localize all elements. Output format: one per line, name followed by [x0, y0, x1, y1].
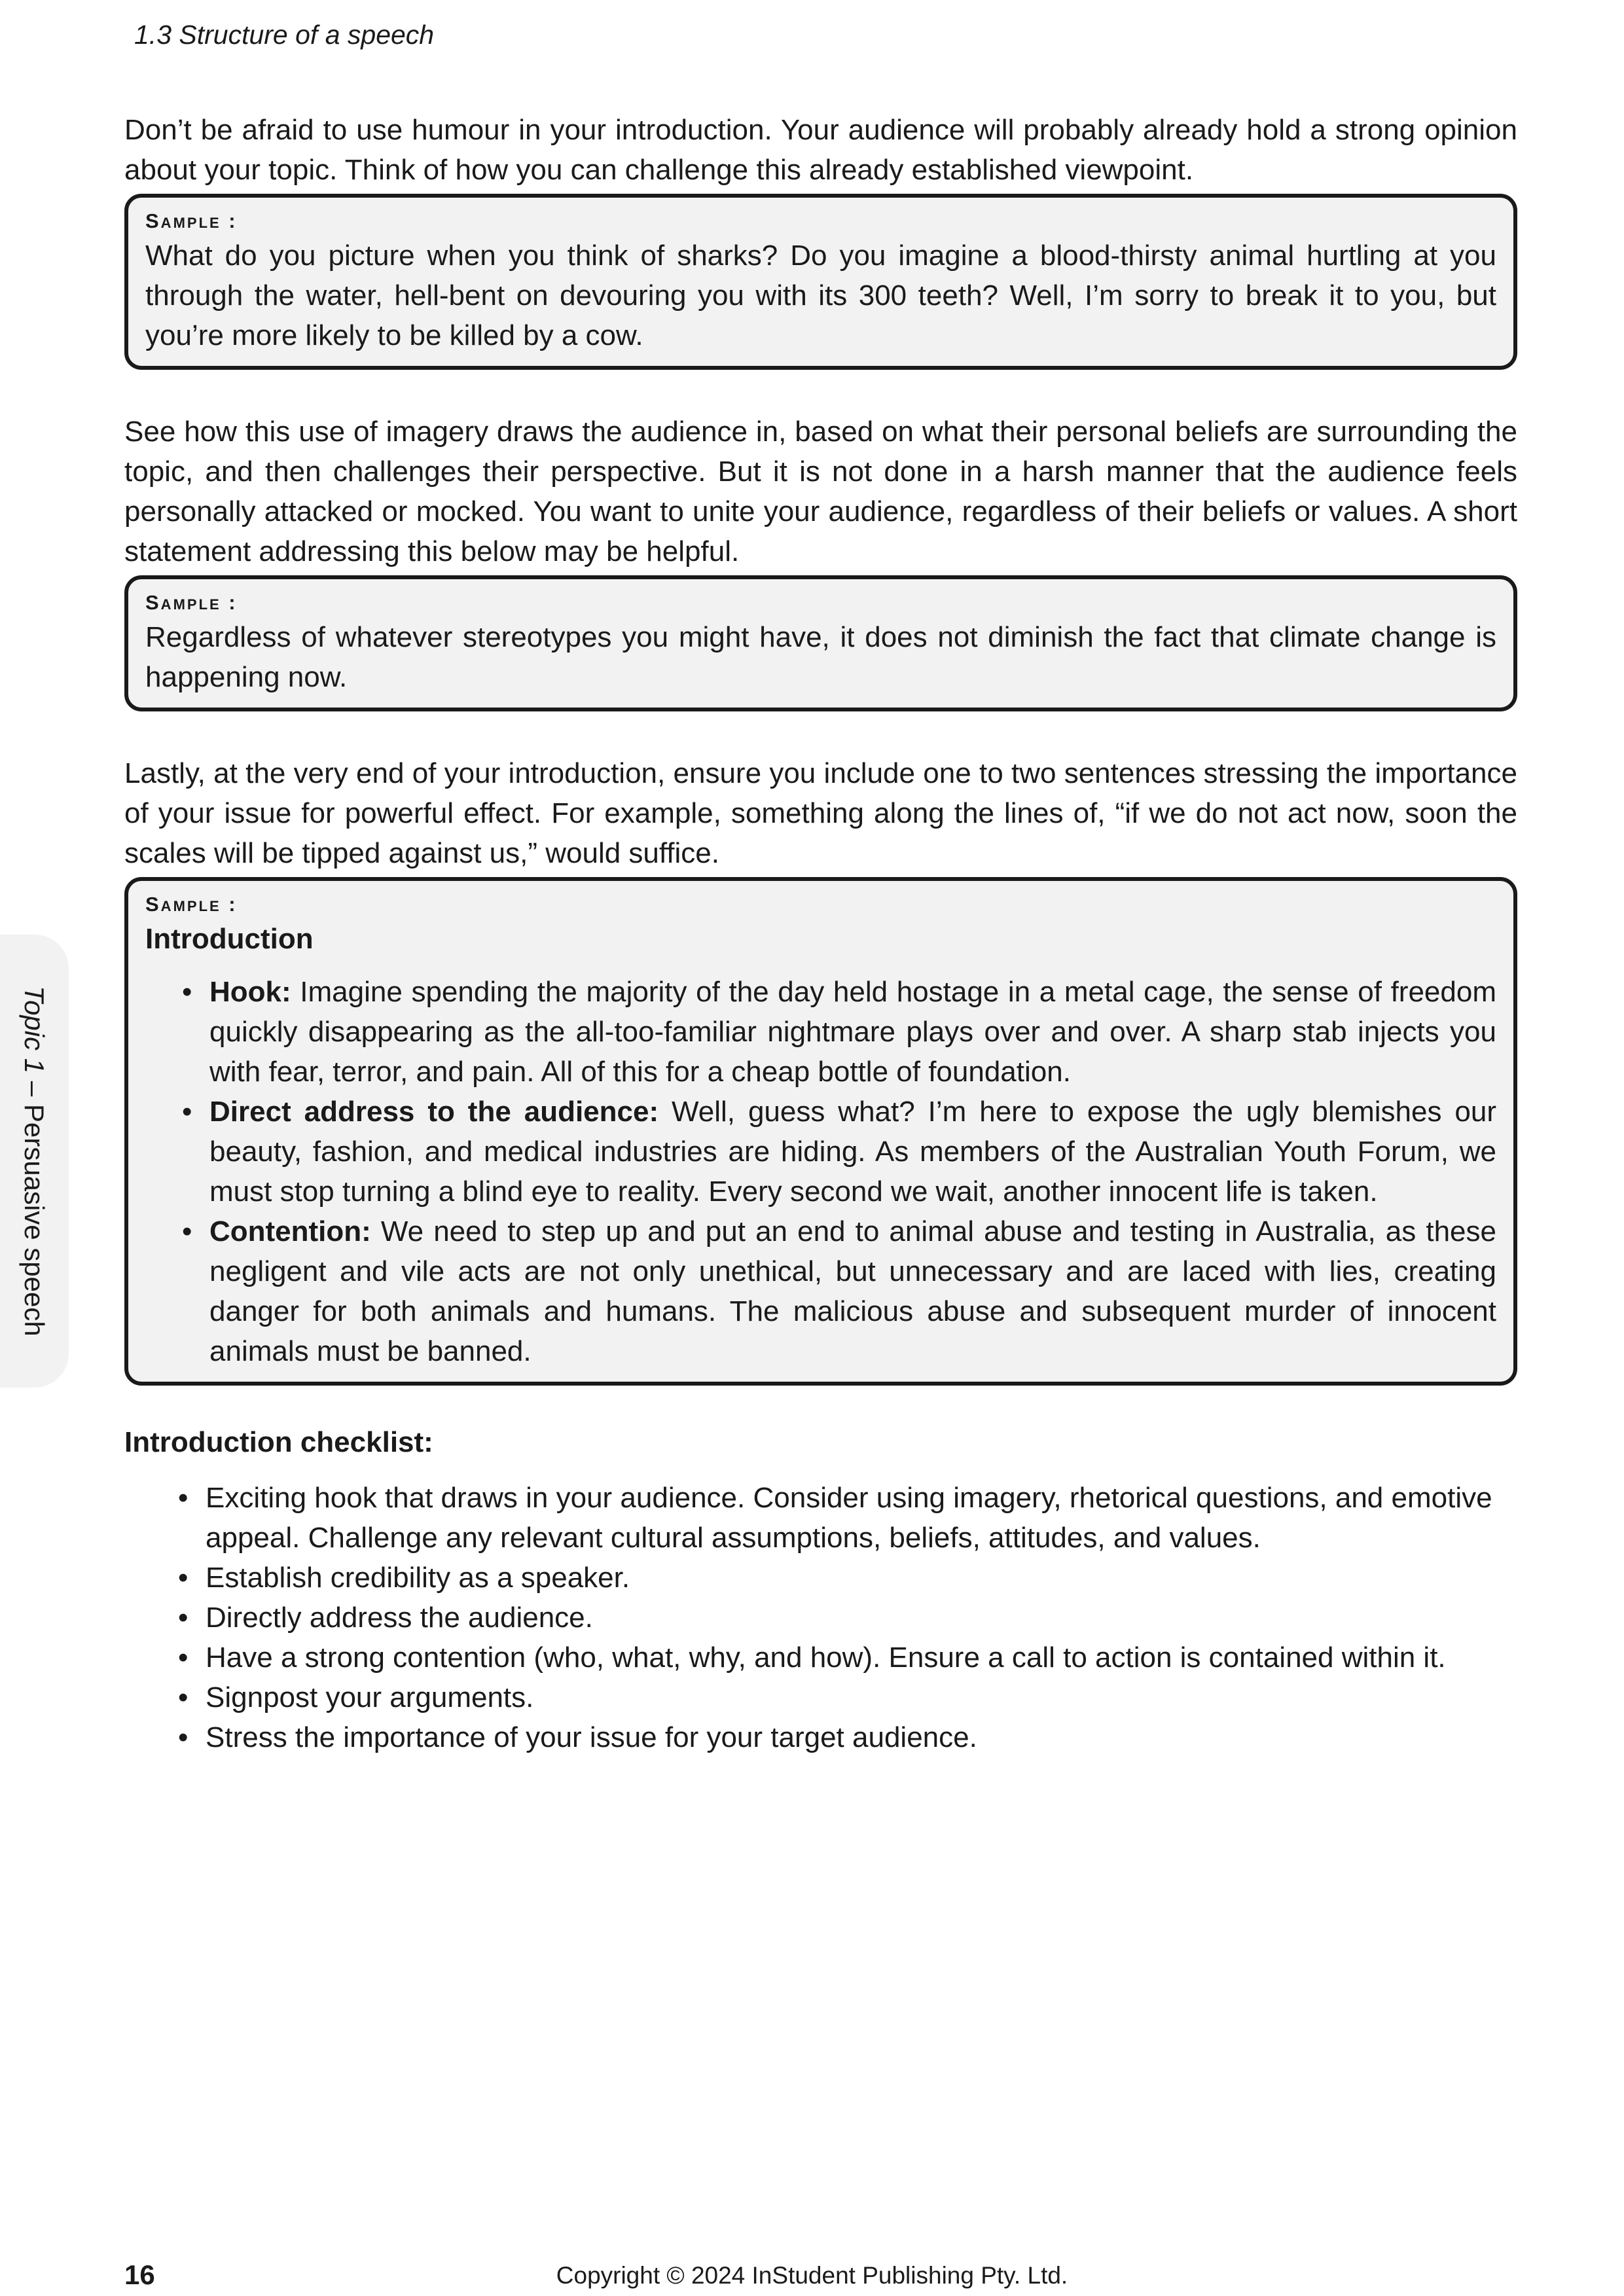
- sample-text: What do you picture when you think of sharks? Do you imagine a blood-thirsty animal hurtling at you through the water, hell-bent on devouring you with its 300 teeth? Well, I’m sorry to break it to you, but you’re more likely to be killed by a cow.: [145, 240, 1496, 351]
- paragraph-imagery: See how this use of imagery draws the audience in, based on what their personal beliefs are surrounding the topic, and then challenges their perspective. But it is not done in a harsh manner that the audience feels personally attacked or mocked. You want to unite your audience, regardless of their beliefs or values. A short statement addressing this below may be helpful.: [124, 416, 1517, 567]
- checklist-item-text: Exciting hook that draws in your audience. Consider using imagery, rhetorical questions, and emotive appeal. Challenge any relevant cultural assumptions, beliefs, attitudes, and values.: [206, 1482, 1492, 1554]
- bullet-icon: •: [178, 1602, 189, 1634]
- running-head: 1.3 Structure of a speech: [134, 20, 435, 50]
- bullet-icon: •: [178, 1681, 189, 1713]
- checklist-item: [178, 1478, 1517, 1558]
- checklist-title: Introduction checklist:: [124, 1426, 433, 1458]
- list-item: [182, 972, 1496, 1092]
- checklist-item: [178, 1638, 1517, 1677]
- list-item: [182, 1092, 1497, 1211]
- side-tab-topic: Topic 1: [19, 986, 50, 1074]
- checklist-item: [178, 1677, 1517, 1717]
- bullet-icon: •: [182, 976, 192, 1008]
- paragraph-humour: Don’t be afraid to use humour in your introduction. Your audience will probably already hold a strong opinion about your topic. Think of how you can challenge this already established viewpoint.: [124, 114, 1517, 186]
- bullet-icon: •: [178, 1721, 189, 1753]
- sample-box-climate: [124, 575, 1517, 711]
- item-text: Imagine spending the majority of the day held hostage in a metal cage, the sense of freedom quickly disappearing as the all-too-familiar nightmare plays over and over. A sharp stab injects you with fear, terror, and pain. All of this for a cheap bottle of foundation.: [209, 976, 1496, 1088]
- sample-box-sharks: [124, 194, 1517, 370]
- item-term: Direct address to the audience:: [209, 1096, 659, 1128]
- checklist-item-text: Signpost your arguments.: [206, 1681, 534, 1713]
- sample-box-introduction: [124, 877, 1517, 1386]
- sample-label: Sample :: [145, 209, 238, 232]
- side-tab-label: [18, 986, 50, 1336]
- copyright-notice: Copyright © 2024 InStudent Publishing Pty. Ltd.: [556, 2262, 1068, 2289]
- bullet-icon: •: [182, 1215, 192, 1247]
- checklist-item: [178, 1598, 1517, 1638]
- bullet-icon: •: [178, 1641, 189, 1674]
- checklist-item: [178, 1717, 1517, 1757]
- bullet-icon: •: [182, 1096, 192, 1128]
- side-tab-separator: –: [19, 1073, 50, 1104]
- checklist-item-text: Establish credibility as a speaker.: [206, 1562, 630, 1594]
- page-number: 16: [124, 2259, 155, 2290]
- page-content: [124, 110, 1517, 1757]
- item-term: Hook:: [209, 976, 291, 1008]
- sample-heading: Introduction: [145, 923, 314, 955]
- sample-label: Sample :: [145, 591, 238, 614]
- item-text: We need to step up and put an end to animal abuse and testing in Australia, as these negligent and vile acts are not only unethical, but unnecessary and are laced with lies, creating danger for both animals and humans. The malicious abuse and subsequent murder of innocent animals must be banned.: [209, 1215, 1496, 1367]
- sample-text: Regardless of whatever stereotypes you might have, it does not diminish the fact that climate change is happening now.: [145, 621, 1496, 693]
- item-term: Contention:: [209, 1215, 371, 1247]
- list-item: [182, 1211, 1496, 1371]
- sample-intro-list: [145, 972, 1496, 1371]
- side-tab-title: Persuasive speech: [19, 1103, 50, 1336]
- checklist-item: [178, 1558, 1517, 1598]
- introduction-checklist: [124, 1478, 1517, 1757]
- sample-label: Sample :: [145, 893, 238, 916]
- item-text: Well, guess what? I’m here to expose the ugly blemishes our beauty, fashion, and medical industries are hiding. As members of the Australian Youth Forum, we must stop turning a blind eye to reality. Every second we wait, another innocent life is taken.: [209, 1096, 1497, 1208]
- paragraph-lastly: Lastly, at the very end of your introduction, ensure you include one to two sentences stressing the importance of your issue for powerful effect. For example, something along the lines of, “if we do not act now, soon the scales will be tipped against us,” would suffice.: [124, 757, 1517, 869]
- checklist-item-text: Directly address the audience.: [206, 1602, 593, 1634]
- bullet-icon: •: [178, 1562, 189, 1594]
- bullet-icon: •: [178, 1482, 189, 1514]
- checklist-item-text: Stress the importance of your issue for your target audience.: [206, 1721, 977, 1753]
- checklist-item-text: Have a strong contention (who, what, why, and how). Ensure a call to action is contained within it.: [206, 1641, 1446, 1674]
